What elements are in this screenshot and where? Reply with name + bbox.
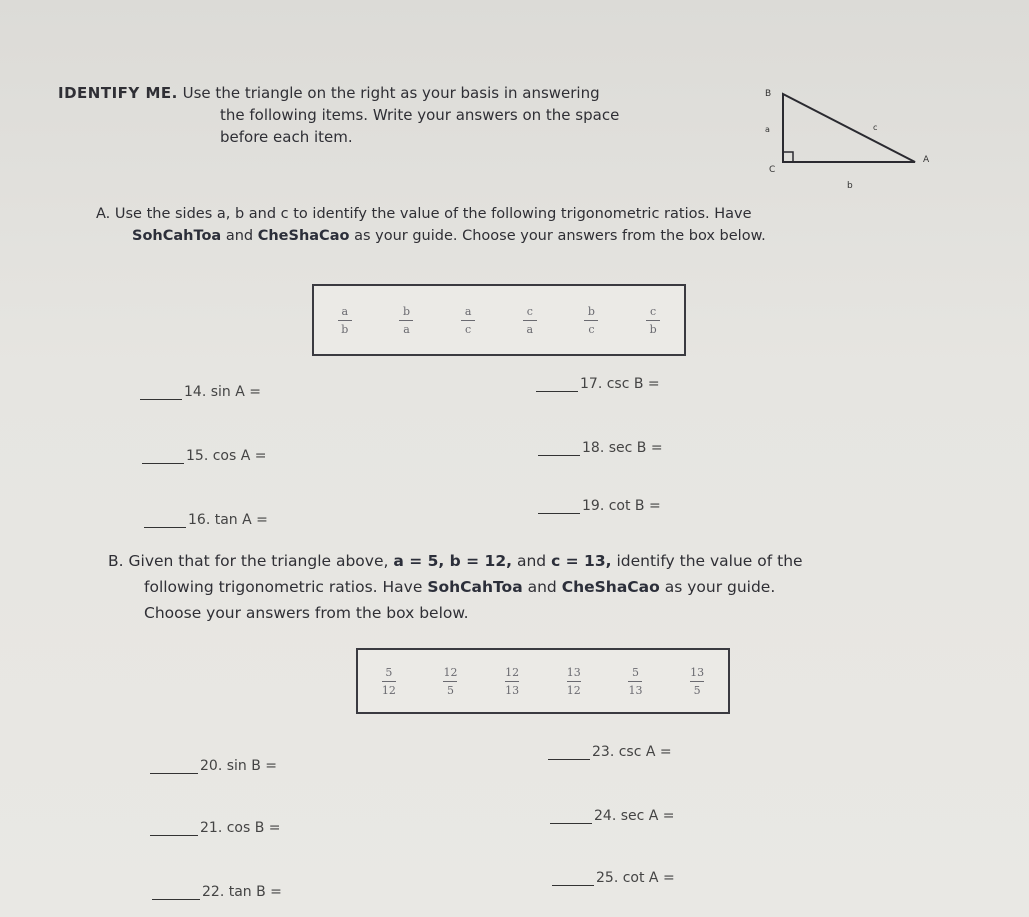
item-17[interactable]: 17. csc B =	[536, 376, 660, 392]
identify-instructions-2: the following items. Write your answers on the space	[220, 106, 620, 124]
side-a-label: a	[765, 125, 770, 134]
right-triangle-diagram	[745, 80, 945, 200]
choice-b-2: $\frac{12}{5}$	[443, 665, 458, 697]
vertex-a-label: A	[923, 155, 930, 165]
answer-blank-21[interactable]	[150, 834, 198, 836]
answer-blank-19[interactable]	[538, 512, 580, 514]
cheshacao-label-b: CheShaCao	[561, 578, 660, 596]
answer-blank-17[interactable]	[536, 390, 578, 392]
identify-title: IDENTIFY ME.	[58, 84, 178, 102]
choice-a-1: $\frac{a}{b}$	[338, 305, 352, 336]
triangle-shape	[783, 94, 915, 162]
section-b-label: B.	[108, 552, 124, 570]
choice-a-4: $\frac{c}{a}$	[523, 305, 537, 336]
section-a-choice-box	[312, 284, 686, 356]
identify-instructions-1: Use the triangle on the right as your basis in answering	[182, 84, 600, 102]
item-21[interactable]: 21. cos B =	[150, 820, 281, 836]
cheshacao-label: CheShaCao	[257, 228, 350, 244]
item-22[interactable]: 22. tan B =	[152, 884, 282, 900]
item-20[interactable]: 20. sin B =	[150, 758, 277, 774]
answer-blank-23[interactable]	[548, 758, 590, 760]
item-23[interactable]: 23. csc A =	[548, 744, 672, 760]
item-15[interactable]: 15. cos A =	[142, 448, 266, 464]
choice-a-2: $\frac{b}{a}$	[399, 305, 413, 336]
section-a-text-2: as your guide. Choose your answers from the box below.	[354, 228, 766, 244]
item-25[interactable]: 25. cot A =	[552, 870, 675, 886]
identify-block	[58, 82, 738, 148]
section-b-line-1: B. Given that for the triangle above, a = 5, b = 12, and c = 13, identify the value of the	[108, 552, 803, 570]
answer-blank-16[interactable]	[144, 526, 186, 528]
choice-a-3: $\frac{a}{c}$	[461, 305, 475, 336]
answer-blank-20[interactable]	[150, 772, 198, 774]
choice-b-5: $\frac{5}{13}$	[628, 665, 643, 697]
section-b-instructions	[108, 548, 968, 626]
choice-b-3: $\frac{12}{13}$	[505, 665, 520, 697]
item-18[interactable]: 18. sec B =	[538, 440, 663, 456]
answer-blank-18[interactable]	[538, 454, 580, 456]
section-a-label: A.	[96, 206, 111, 222]
section-a-and: and	[225, 228, 254, 244]
choice-a-5: $\frac{b}{c}$	[584, 305, 598, 336]
section-a-line-2	[96, 225, 966, 247]
answer-blank-24[interactable]	[550, 822, 592, 824]
section-b-choice-box	[356, 648, 730, 714]
answer-blank-14[interactable]	[140, 398, 182, 400]
vertex-b-label: B	[765, 89, 772, 99]
section-b-line-2: following trigonometric ratios. Have SohCahToa and CheShaCao as your guide.	[144, 578, 776, 596]
identify-line-1	[58, 82, 738, 104]
section-a-text-1: Use the sides a, b and c to identify the value of the following trigonometric ratios. Have	[114, 206, 752, 222]
answer-blank-22[interactable]	[152, 898, 200, 900]
side-c-label: c	[873, 123, 878, 132]
answer-blank-15[interactable]	[142, 462, 184, 464]
section-b-line-3: Choose your answers from the box below.	[144, 604, 469, 622]
choice-b-4: $\frac{13}{12}$	[566, 665, 581, 697]
identify-instructions-3: before each item.	[220, 128, 353, 146]
given-c: c = 13,	[551, 552, 612, 570]
sohcahtoa-label-b: SohCahToa	[427, 578, 523, 596]
given-a-b: a = 5, b = 12,	[393, 552, 513, 570]
section-a-instructions	[96, 203, 966, 247]
vertex-c-label: C	[769, 165, 776, 175]
sohcahtoa-label: SohCahToa	[132, 228, 222, 244]
choice-b-6: $\frac{13}{5}$	[690, 665, 705, 697]
choice-a-6: $\frac{c}{b}$	[646, 305, 660, 336]
item-16[interactable]: 16. tan A =	[144, 512, 268, 528]
choice-b-1: $\frac{5}{12}$	[381, 665, 396, 697]
item-19[interactable]: 19. cot B =	[538, 498, 661, 514]
side-b-label: b	[847, 181, 853, 191]
item-24[interactable]: 24. sec A =	[550, 808, 675, 824]
right-angle-marker	[783, 152, 793, 162]
section-a-line-1	[96, 203, 966, 225]
answer-blank-25[interactable]	[552, 884, 594, 886]
item-14[interactable]: 14. sin A =	[140, 384, 261, 400]
